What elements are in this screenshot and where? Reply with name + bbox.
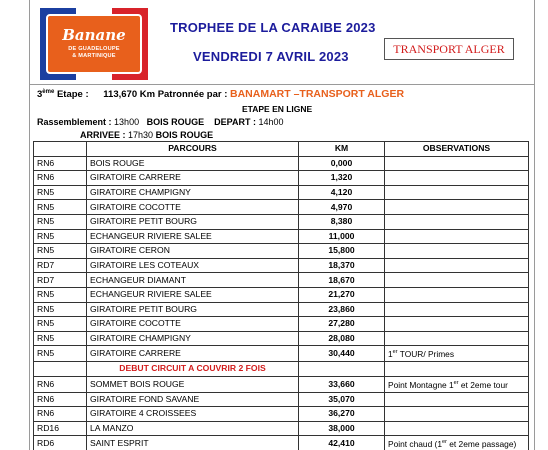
km-cell: 11,000 [299, 229, 385, 244]
table-row [34, 214, 529, 229]
km-cell: 23,860 [299, 302, 385, 317]
road-cell: RN5 [34, 244, 87, 259]
road-cell: RN5 [34, 229, 87, 244]
place-cell: GIRATOIRE PETIT BOURG [87, 214, 299, 229]
logo-panel [46, 14, 142, 74]
table-row [34, 302, 529, 317]
observation-cell [385, 214, 529, 229]
observation-cell [385, 331, 529, 346]
road-cell: RN5 [34, 287, 87, 302]
table-row [34, 421, 529, 436]
observation-cell [385, 244, 529, 259]
arrivee-label: ARRIVEE : [80, 130, 126, 140]
km-cell: 15,800 [299, 244, 385, 259]
km-cell: 33,660 [299, 376, 385, 392]
depart-label: DEPART : [214, 117, 256, 127]
stage-distance: 113,670 Km [103, 89, 156, 100]
observation-cell [385, 185, 529, 200]
table-row [34, 362, 529, 377]
road-cell: RD16 [34, 421, 87, 436]
place-cell: GIRATOIRE CERON [87, 244, 299, 259]
road-cell: RN6 [34, 376, 87, 392]
route-table-body [34, 156, 529, 450]
observation-cell: Point chaud (1er et 2eme passage) [385, 436, 529, 450]
road-cell: RN6 [34, 407, 87, 422]
logo-brand-text: Banane [62, 26, 126, 45]
banane-logo [40, 8, 148, 80]
arrivee-time: 17h30 [128, 130, 154, 140]
km-cell: 18,370 [299, 258, 385, 273]
km-cell: 21,270 [299, 287, 385, 302]
road-cell: RN6 [34, 171, 87, 186]
table-row [34, 317, 529, 332]
place-cell: GIRATOIRE 4 CROISSEES [87, 407, 299, 422]
table-row [34, 185, 529, 200]
road-cell: RD7 [34, 273, 87, 288]
stage-number-suffix: ème [42, 88, 55, 95]
table-row [34, 171, 529, 186]
place-cell: BOIS ROUGE [87, 156, 299, 171]
table-row [34, 392, 529, 407]
place-cell: GIRATOIRE PETIT BOURG [87, 302, 299, 317]
observation-cell [385, 200, 529, 215]
place-cell: SAINT ESPRIT [87, 436, 299, 450]
km-cell: 36,270 [299, 407, 385, 422]
km-cell: 18,670 [299, 273, 385, 288]
logo-subtitle-line2: & MARTINIQUE [72, 53, 116, 59]
road-cell: RN5 [34, 214, 87, 229]
table-row [34, 376, 529, 392]
place-cell: GIRATOIRE COCOTTE [87, 200, 299, 215]
km-cell: 27,280 [299, 317, 385, 332]
table-row [34, 229, 529, 244]
km-cell: 28,080 [299, 331, 385, 346]
road-cell: RN5 [34, 317, 87, 332]
km-cell: 4,970 [299, 200, 385, 215]
table-row [34, 258, 529, 273]
observation-cell [385, 407, 529, 422]
observation-cell [385, 302, 529, 317]
road-cell: RN5 [34, 346, 87, 362]
arrivee-place: BOIS ROUGE [155, 130, 214, 140]
road-cell: RD7 [34, 258, 87, 273]
place-cell: GIRATOIRE CARRERE [87, 346, 299, 362]
table-row [34, 436, 529, 450]
place-cell: ECHANGEUR RIVIERE SALEE [87, 229, 299, 244]
road-cell: RN6 [34, 392, 87, 407]
table-row [34, 273, 529, 288]
road-cell: RN5 [34, 185, 87, 200]
place-cell: GIRATOIRE LES COTEAUX [87, 258, 299, 273]
table-row [34, 346, 529, 362]
table-row [34, 331, 529, 346]
km-cell [299, 362, 385, 377]
road-cell: RN5 [34, 200, 87, 215]
observation-cell [385, 317, 529, 332]
header-parcours: PARCOURS [87, 142, 299, 157]
table-row [34, 200, 529, 215]
place-cell: GIRATOIRE FOND SAVANE [87, 392, 299, 407]
depart-time: 14h00 [258, 117, 284, 127]
observation-cell [385, 421, 529, 436]
stage-number: 3 [37, 89, 43, 100]
place-cell: GIRATOIRE CHAMPIGNY [87, 185, 299, 200]
place-cell: GIRATOIRE CHAMPIGNY [87, 331, 299, 346]
km-cell: 1,320 [299, 171, 385, 186]
stage-type: ETAPE EN LIGNE [242, 104, 313, 114]
rassemblement-place: BOIS ROUGE [146, 117, 205, 127]
observation-cell: 1er TOUR/ Primes [385, 346, 529, 362]
km-cell: 42,410 [299, 436, 385, 450]
observation-cell [385, 229, 529, 244]
km-cell: 8,380 [299, 214, 385, 229]
road-cell: RN6 [34, 156, 87, 171]
observation-cell: Point Montagne 1er et 2eme tour [385, 376, 529, 392]
road-cell: RD6 [34, 436, 87, 450]
km-cell: 4,120 [299, 185, 385, 200]
event-date: VENDREDI 7 AVRIL 2023 [193, 49, 349, 64]
logo-subtitle-line1: DE GUADELOUPE [68, 46, 120, 53]
header-separator [29, 84, 535, 85]
observation-cell [385, 362, 529, 377]
page-title: TROPHEE DE LA CARAIBE 2023 [170, 20, 376, 35]
observation-cell [385, 287, 529, 302]
rassemblement-label: Rassemblement : [37, 117, 112, 127]
place-cell: GIRATOIRE CARRERE [87, 171, 299, 186]
km-cell: 38,000 [299, 421, 385, 436]
observation-cell [385, 392, 529, 407]
route-table-header [34, 142, 529, 157]
table-row [34, 287, 529, 302]
road-cell: RN5 [34, 302, 87, 317]
header-km: KM [299, 142, 385, 157]
observation-cell [385, 156, 529, 171]
table-row [34, 407, 529, 422]
observation-cell [385, 273, 529, 288]
stage-sponsor: BANAMART –TRANSPORT ALGER [230, 88, 405, 100]
logo-subtitle [68, 46, 119, 60]
stage-label: Etape : [56, 89, 89, 100]
stage-name-text: TRANSPORT ALGER [393, 41, 505, 56]
header-observations: OBSERVATIONS [385, 142, 529, 157]
place-cell: DEBUT CIRCUIT A COUVRIR 2 FOIS [87, 362, 299, 377]
stage-sponsor-label: Patronnée par : [157, 89, 228, 100]
km-cell: 30,440 [299, 346, 385, 362]
km-cell: 0,000 [299, 156, 385, 171]
stage-name-box [384, 38, 514, 60]
table-row [34, 156, 529, 171]
road-cell: RN5 [34, 331, 87, 346]
rassemblement-line [37, 117, 284, 127]
route-table [33, 141, 529, 450]
observation-cell [385, 171, 529, 186]
place-cell: ECHANGEUR RIVIERE SALEE [87, 287, 299, 302]
stage-info-line [37, 88, 404, 100]
km-cell: 35,070 [299, 392, 385, 407]
place-cell: LA MANZO [87, 421, 299, 436]
arrivee-line [80, 130, 213, 140]
header-road [34, 142, 87, 157]
place-cell: SOMMET BOIS ROUGE [87, 376, 299, 392]
place-cell: ECHANGEUR DIAMANT [87, 273, 299, 288]
rassemblement-time: 13h00 [114, 117, 140, 127]
table-row [34, 244, 529, 259]
observation-cell [385, 258, 529, 273]
road-cell [34, 362, 87, 377]
place-cell: GIRATOIRE COCOTTE [87, 317, 299, 332]
